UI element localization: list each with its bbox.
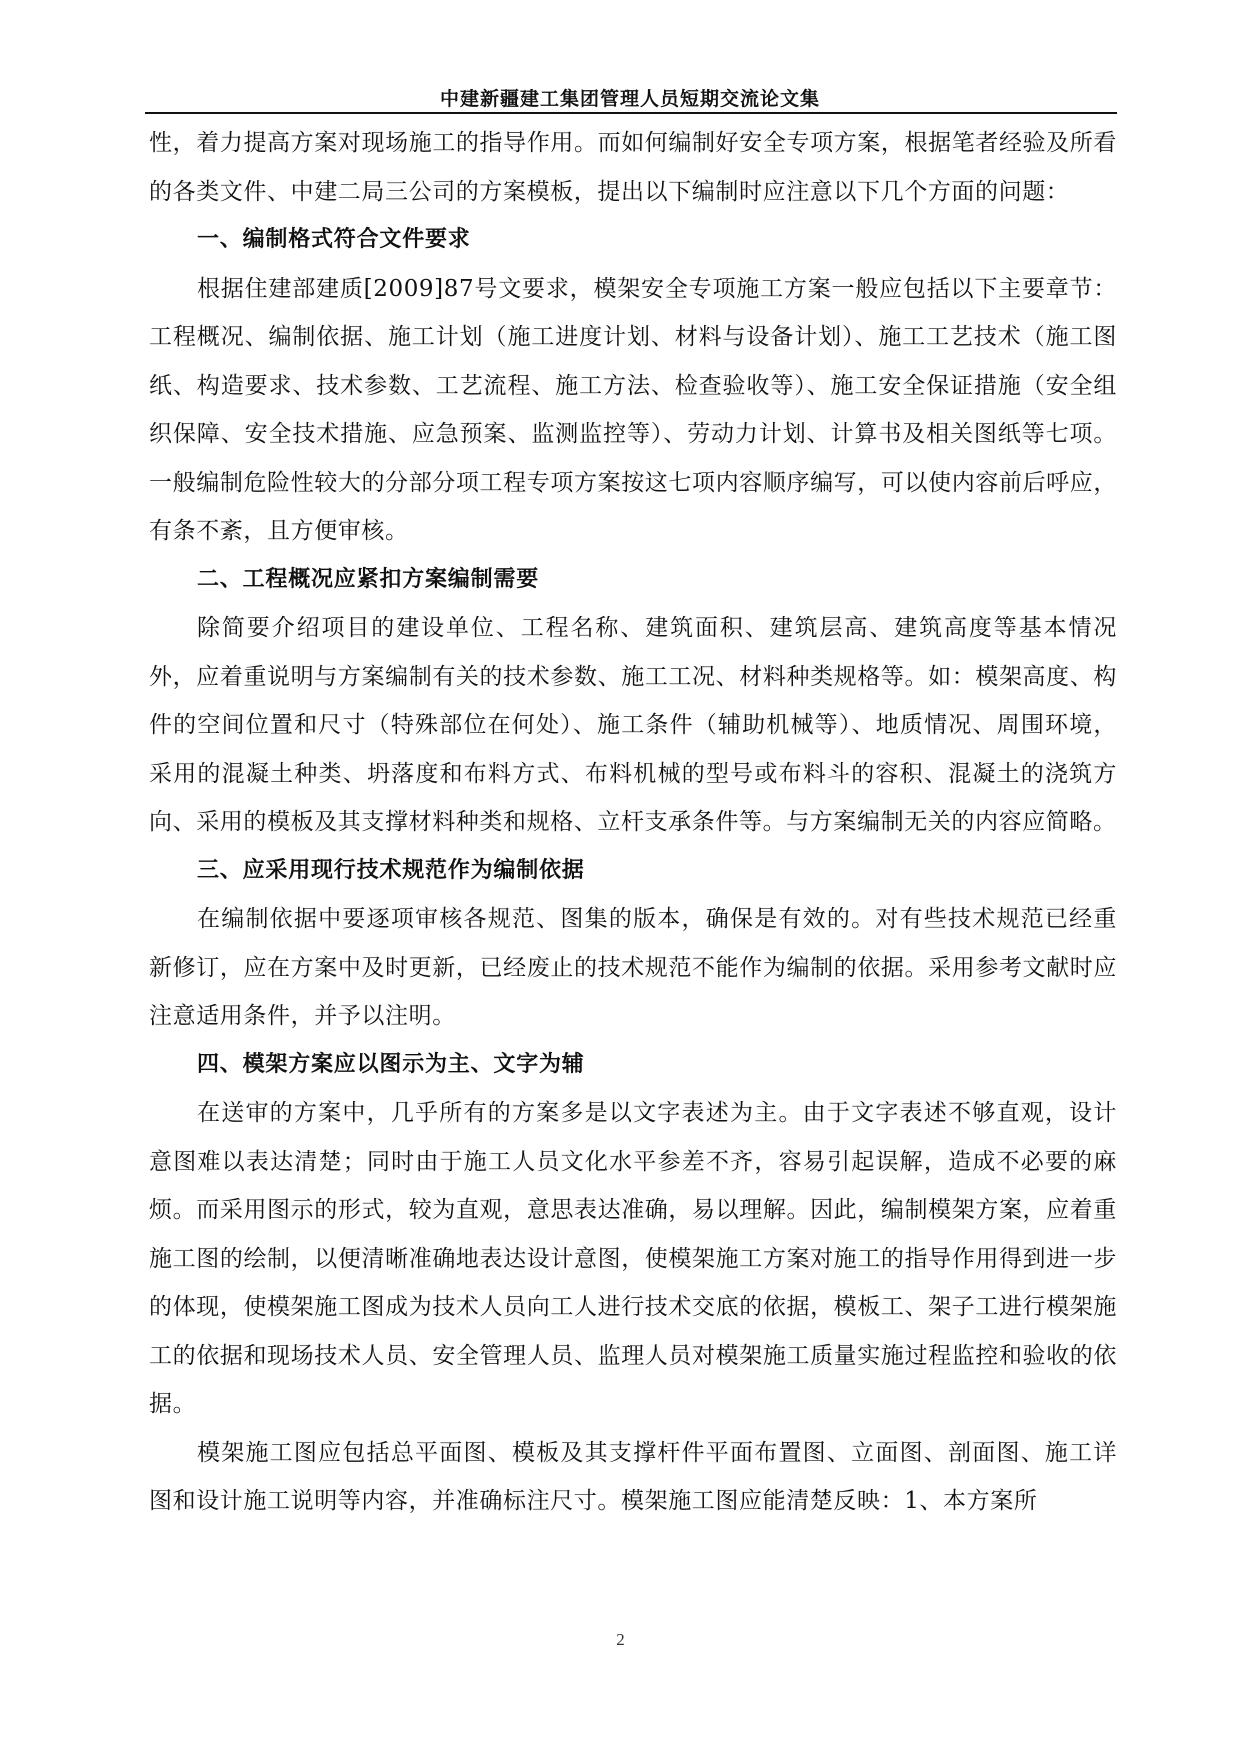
document-body bbox=[149, 119, 1117, 1526]
page-number: 2 bbox=[616, 1630, 625, 1649]
section-heading-3: 三、应采用现行技术规范作为编制依据 bbox=[197, 857, 585, 883]
section-4-paragraph-1: 在送审的方案中，几乎所有的方案多是以文字表述为主。由于文字表述不够直观，设计意图难以表达清楚；同时由于施工人员文化水平参差不齐，容易引起误解，造成不必要的麻烦。而采用图示的形式，较为直观，意思表达准确，易以理解。因此，编制模架方案，应着重施工图的绘制，以便清晰准确地表达设计意图，使模架施工方案对施工的指导作用得到进一步的体现，使模架施工图成为技术人员向工人进行技术交底的依据，模板工、架子工进行模架施工的依据和现场技术人员、安全管理人员、监理人员对模架施工质量实施过程监控和验收的依据。 bbox=[149, 1100, 1117, 1417]
section-4-paragraph-2: 模架施工图应包括总平面图、模板及其支撑杆件平面布置图、立面图、剖面图、施工详图和设计施工说明等内容，并准确标注尺寸。模架施工图应能清楚反映：1、本方案所 bbox=[149, 1439, 1117, 1514]
header-divider bbox=[145, 112, 1117, 114]
running-header-title: 中建新疆建工集团管理人员短期交流论文集 bbox=[439, 88, 820, 110]
section-heading-4: 四、模架方案应以图示为主、文字为辅 bbox=[197, 1051, 585, 1077]
section-heading-1: 一、编制格式符合文件要求 bbox=[197, 227, 471, 252]
section-2-paragraph-1: 除简要介绍项目的建设单位、工程名称、建筑面积、建筑层高、建筑高度等基本情况外，应着重说明与方案编制有关的技术参数、施工工况、材料种类规格等。如：模架高度、构件的空间位置和尺寸（特殊部位在何处）、施工条件（辅助机械等）、地质情况、周围环境，采用的混凝土种类、坍落度和布料方式、布料机械的型号或布料斗的容积、混凝土的浇筑方向、采用的模板及其支撑材料种类和规格、立杆支承条件等。与方案编制无关的内容应简略。 bbox=[149, 615, 1117, 835]
intro-paragraph: 性，着力提高方案对现场施工的指导作用。而如何编制好安全专项方案，根据笔者经验及所看的各类文件、中建二局三公司的方案模板，提出以下编制时应注意以下几个方面的问题： bbox=[149, 130, 1117, 205]
section-1-paragraph-1: 根据住建部建质[2009]87号文要求，模架安全专项施工方案一般应包括以下主要章节：工程概况、编制依据、施工计划（施工进度计划、材料与设备计划）、施工工艺技术（施工图纸、构造要求、技术参数、工艺流程、施工方法、检查验收等）、施工安全保证措施（安全组织保障、安全技术措施、应急预案、监测监控等）、劳动力计划、计算书及相关图纸等七项。一般编制危险性较大的分部分项工程专项方案按这七项内容顺序编写，可以使内容前后呼应，有条不紊，且方便审核。 bbox=[149, 275, 1117, 544]
section-3-paragraph-1: 在编制依据中要逐项审核各规范、图集的版本，确保是有效的。对有些技术规范已经重新修订，应在方案中及时更新，已经废止的技术规范不能作为编制的依据。采用参考文献时应注意适用条件，并予以注明。 bbox=[149, 906, 1117, 1029]
section-heading-2: 二、工程概况应紧扣方案编制需要 bbox=[197, 566, 540, 592]
